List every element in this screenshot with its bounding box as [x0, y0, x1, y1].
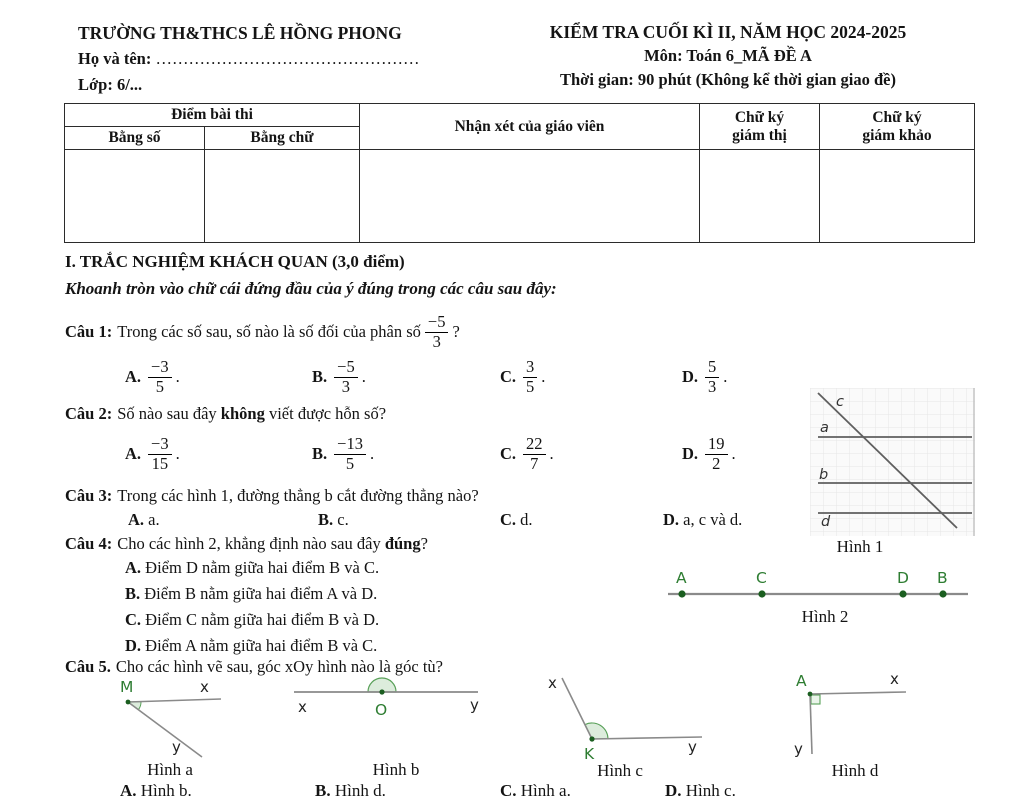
- point-C-label: C: [756, 569, 767, 587]
- figure-b-caption: Hình b: [372, 760, 420, 779]
- figure-c-caption: Hình c: [597, 761, 643, 780]
- option-text: a.: [148, 510, 160, 529]
- option-text: Hình b.: [140, 781, 192, 800]
- q3-option-b: [318, 510, 349, 530]
- section-1-title: I. TRẮC NGHIỆM KHÁCH QUAN (3,0 điểm): [65, 252, 405, 271]
- header-giam-khao-line1: Chữ ký: [872, 108, 922, 126]
- exam-duration: Thời gian: 90 phút (Không kể thời gian giao đề): [560, 70, 896, 89]
- option-letter: B.: [315, 781, 331, 800]
- question-2-label: Câu 2:: [65, 404, 113, 423]
- score-cell-bang-chu: [205, 150, 360, 243]
- q2-option-b: [312, 430, 374, 478]
- q2-option-c: [500, 430, 554, 478]
- ray-x-label: x: [298, 698, 307, 716]
- vertex-A-label: A: [796, 672, 807, 690]
- fraction-denominator: 7: [530, 453, 539, 473]
- question-2-text-before: Số nào sau đây: [117, 404, 221, 423]
- figure-a-caption: Hình a: [147, 760, 193, 779]
- exam-subject: Môn: Toán 6_MÃ ĐỀ A: [644, 46, 812, 65]
- fraction-numerator: 19: [705, 435, 728, 454]
- figure-hinh-c: [538, 664, 710, 762]
- header-giam-thi-line2: giám thị: [732, 126, 787, 144]
- option-tail: .: [361, 367, 366, 386]
- line-a-label: a: [820, 420, 829, 436]
- option-tail: .: [541, 367, 546, 386]
- question-5-text: Cho các hình vẽ sau, góc xOy hình nào là góc tù?: [115, 657, 444, 676]
- question-1-suffix: ?: [452, 322, 460, 341]
- header-nhan-xet: Nhận xét của giáo viên: [360, 104, 700, 150]
- q5-option-b: [315, 781, 386, 801]
- point-A-label: A: [676, 569, 687, 587]
- vertex-O-dot: [379, 689, 384, 694]
- option-letter: A.: [120, 781, 137, 800]
- option-text: Hình c.: [685, 781, 736, 800]
- vertex-M-dot: [126, 700, 131, 705]
- q3-option-c: [500, 510, 533, 530]
- ray-y-label: y: [470, 696, 479, 714]
- option-text: c.: [337, 510, 349, 529]
- header-giam-khao-line2: giám khảo: [862, 126, 932, 144]
- q5-option-d: [665, 781, 736, 801]
- question-3-label: Câu 3:: [65, 486, 113, 505]
- question-1-label: Câu 1:: [65, 322, 113, 341]
- score-table-header-row-1: [65, 104, 975, 127]
- option-tail: .: [175, 367, 180, 386]
- option-letter: D.: [665, 781, 682, 800]
- option-letter: A.: [125, 444, 142, 463]
- header-bang-so: Bằng số: [65, 127, 205, 150]
- q4-option-c: [125, 610, 379, 630]
- option-letter: C.: [125, 610, 142, 629]
- figure-1-caption: Hình 1: [836, 537, 884, 556]
- question-4-text-after: ?: [420, 534, 428, 553]
- fraction-numerator: −3: [148, 358, 172, 377]
- fraction-denominator: 5: [155, 376, 164, 396]
- figure-hinh-a: [96, 672, 236, 764]
- ray-y-label: y: [794, 740, 803, 758]
- question-2-text-after: viết được hỗn số?: [264, 404, 387, 423]
- vertex-O-label: O: [375, 701, 388, 719]
- score-cell-giam-thi: [700, 150, 820, 243]
- question-4-bold-word: đúng: [384, 534, 421, 553]
- option-letter: B.: [312, 444, 328, 463]
- option-fraction: [705, 358, 719, 395]
- vertex-A-dot: [808, 692, 813, 697]
- option-text: Hình d.: [334, 781, 386, 800]
- score-cell-bang-so: [65, 150, 205, 243]
- fraction-numerator: −5: [334, 358, 358, 377]
- q1-option-b: [312, 353, 366, 401]
- figure-hinh-d: [786, 668, 921, 760]
- fraction-numerator: −3: [148, 435, 172, 454]
- header-giam-thi: [700, 104, 820, 150]
- section-1-instruction: Khoanh tròn vào chữ cái đứng đầu của ý đúng trong các câu sau đây:: [65, 279, 557, 298]
- option-fraction: [334, 358, 358, 395]
- q1-option-a: [125, 353, 180, 401]
- fraction-denominator: 3: [341, 376, 351, 396]
- question-3: [65, 486, 479, 506]
- figure-d-caption: Hình d: [831, 761, 879, 780]
- q1-option-d: [682, 353, 727, 401]
- question-2-bold-word: không: [220, 404, 265, 423]
- ray-x-label: x: [200, 678, 209, 696]
- fraction-denominator: 5: [526, 376, 535, 396]
- point-A: [678, 590, 685, 597]
- question-1-text: Trong các số sau, số nào là số đối của phân số: [117, 322, 421, 341]
- ray-y-label: y: [688, 738, 697, 756]
- school-name: TRƯỜNG TH&THCS LÊ HỒNG PHONG: [78, 23, 402, 43]
- right-angle-mark: [811, 695, 820, 704]
- score-table-empty-row: [65, 150, 975, 243]
- question-4-text-before: Cho các hình 2, khẳng định nào sau đây: [117, 534, 385, 553]
- line-d-label: d: [821, 514, 831, 530]
- score-table: [64, 103, 975, 243]
- ray-y: [128, 702, 202, 757]
- option-letter: C.: [500, 444, 517, 463]
- option-tail: .: [731, 444, 736, 463]
- option-text: Điểm A nằm giữa hai điểm B và C.: [145, 636, 378, 655]
- fraction-numerator: 5: [705, 358, 719, 377]
- header-bang-chu: Bằng chữ: [205, 127, 360, 150]
- fraction-denominator: 15: [151, 453, 169, 473]
- point-C: [758, 590, 765, 597]
- fraction-numerator: −13: [334, 435, 366, 454]
- score-cell-giam-khao: [820, 150, 975, 243]
- q1-option-c: [500, 353, 545, 401]
- fraction-numerator: 22: [523, 435, 546, 454]
- line-c-label: c: [836, 394, 844, 410]
- q4-option-b: [125, 584, 377, 604]
- ray-x: [810, 692, 906, 694]
- option-letter: A.: [125, 558, 142, 577]
- option-letter: C.: [500, 367, 517, 386]
- option-text: Điểm D nằm giữa hai điểm B và C.: [145, 558, 380, 577]
- option-text: Hình a.: [520, 781, 571, 800]
- q4-option-d: [125, 636, 377, 656]
- header-giam-khao: [820, 104, 975, 150]
- header-diem-bai-thi: Điểm bài thi: [65, 104, 360, 127]
- q4-option-a: [125, 558, 379, 578]
- name-label: Họ và tên:: [78, 49, 152, 68]
- question-4-label: Câu 4:: [65, 534, 113, 553]
- point-B: [939, 590, 946, 597]
- question-3-text: Trong các hình 1, đường thẳng b cắt đường thẳng nào?: [117, 486, 479, 505]
- option-letter: A.: [125, 367, 142, 386]
- option-letter: B.: [312, 367, 328, 386]
- fraction-denominator: 3: [432, 331, 441, 351]
- q2-option-a: [125, 430, 180, 478]
- figure-hinh-1: [810, 388, 975, 536]
- name-dotted-line: …………………………………………: [155, 49, 420, 68]
- vertex-K-label: K: [584, 745, 595, 763]
- option-tail: .: [549, 444, 554, 463]
- option-letter: B.: [318, 510, 334, 529]
- q3-option-d: [663, 510, 742, 530]
- option-fraction: [148, 435, 172, 472]
- fraction-denominator: 2: [712, 453, 721, 473]
- ray-x: [562, 678, 592, 739]
- option-letter: C.: [500, 781, 517, 800]
- student-name-line: [78, 46, 419, 72]
- option-text: Điểm C nằm giữa hai điểm B và D.: [145, 610, 380, 629]
- header-left: [78, 20, 419, 98]
- option-letter: A.: [128, 510, 145, 529]
- option-letter: D.: [663, 510, 680, 529]
- fraction-denominator: 5: [345, 453, 355, 473]
- vertex-M-label: M: [120, 678, 134, 696]
- figure-hinh-2: [660, 566, 980, 608]
- question-5-label: Câu 5.: [65, 657, 111, 676]
- option-letter: C.: [500, 510, 517, 529]
- option-fraction: [334, 435, 366, 472]
- option-fraction: [523, 435, 546, 472]
- question-1-fraction: [425, 313, 449, 350]
- class-line: Lớp: 6/...: [78, 75, 143, 94]
- vertex-K-dot: [589, 736, 594, 741]
- q5-option-a: [120, 781, 192, 801]
- q2-option-d: [682, 430, 736, 478]
- question-2: [65, 404, 386, 424]
- q3-option-a: [128, 510, 160, 530]
- option-text: d.: [520, 510, 533, 529]
- option-fraction: [523, 358, 537, 395]
- option-letter: B.: [125, 584, 141, 603]
- point-D: [899, 590, 906, 597]
- question-4: [65, 534, 428, 554]
- point-B-label: B: [937, 569, 948, 587]
- option-tail: .: [369, 444, 375, 463]
- exam-title: KIỂM TRA CUỐI KÌ II, NĂM HỌC 2024-2025: [549, 22, 907, 42]
- fraction-numerator: 3: [523, 358, 537, 377]
- score-cell-nhan-xet: [360, 150, 700, 243]
- option-letter: D.: [682, 444, 699, 463]
- option-letter: D.: [682, 367, 699, 386]
- ray-y: [592, 737, 702, 739]
- ray-x: [128, 699, 221, 702]
- option-tail: .: [723, 367, 728, 386]
- figure-2-caption: Hình 2: [801, 607, 849, 626]
- point-D-label: D: [897, 569, 909, 587]
- option-tail: .: [175, 444, 180, 463]
- question-1: [65, 308, 460, 356]
- figure-hinh-b: [286, 674, 486, 720]
- option-fraction: [705, 435, 728, 472]
- ray-x-label: x: [890, 670, 899, 688]
- q5-option-c: [500, 781, 571, 801]
- fraction-denominator: 3: [708, 376, 717, 396]
- option-text: Điểm B nằm giữa hai điểm A và D.: [144, 584, 378, 603]
- line-b-label: b: [819, 467, 829, 483]
- option-letter: D.: [125, 636, 142, 655]
- header-giam-thi-line1: Chữ ký: [734, 108, 785, 126]
- option-text: a, c và d.: [683, 510, 743, 529]
- ray-y-label: y: [172, 738, 181, 756]
- header-right: [478, 20, 978, 92]
- ray-x-label: x: [548, 674, 557, 692]
- option-fraction: [148, 358, 172, 395]
- fraction-numerator: −5: [425, 313, 449, 332]
